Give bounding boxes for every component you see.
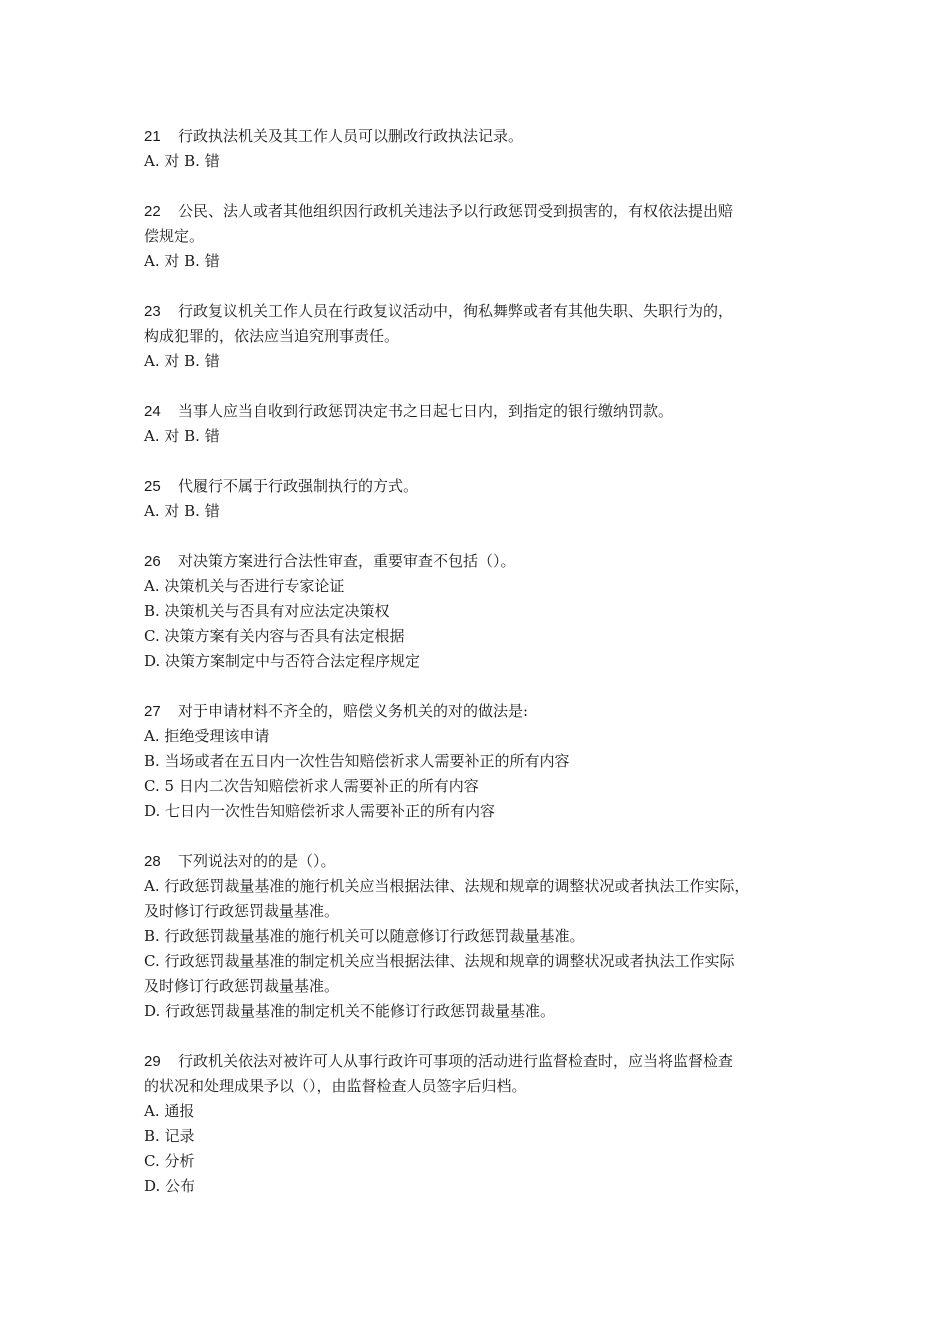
question-26	[144, 549, 820, 674]
question-text: 公民、法人或者其他组织因行政机关违法予以行政惩罚受到损害的，有权依法提出赔	[178, 202, 734, 220]
question-stem	[144, 549, 820, 574]
answer-option: D. 行政惩罚裁量基准的制定机关不能修订行政惩罚裁量基准。	[144, 1002, 556, 1020]
question-stem	[144, 849, 820, 874]
answer-option: B. 行政惩罚裁量基准的施行机关可以随意修订行政惩罚裁量基准。	[144, 927, 585, 945]
question-25	[144, 474, 820, 524]
answer-option: A. 拒绝受理该申请	[144, 727, 270, 745]
question-24	[144, 399, 820, 449]
question-text: 当事人应当自收到行政惩罚决定书之日起七日内，到指定的银行缴纳罚款。	[178, 402, 674, 420]
answer-option: B. 记录	[144, 1127, 195, 1145]
question-28	[144, 849, 820, 1024]
question-number: 28	[144, 853, 161, 870]
answer-option: A. 行政惩罚裁量基准的施行机关应当根据法律、法规和规章的调整状况或者执法工作实际，	[144, 877, 750, 895]
answer-option: A. 对 B. 错	[144, 252, 220, 270]
question-stem	[144, 699, 820, 724]
question-stem-continuation	[144, 324, 820, 349]
answer-option: 及时修订行政惩罚裁量基准。	[144, 902, 340, 920]
question-text: 构成犯罪的，依法应当追究刑事责任。	[144, 327, 400, 345]
question-21	[144, 124, 820, 174]
question-29	[144, 1049, 820, 1199]
answer-option: C. 5 日内二次告知赔偿祈求人需要补正的所有内容	[144, 777, 479, 795]
question-text: 行政执法机关及其工作人员可以删改行政执法记录。	[178, 127, 524, 145]
question-number: 29	[144, 1053, 161, 1070]
question-number: 24	[144, 403, 161, 420]
question-number: 21	[144, 128, 161, 145]
answer-option: A. 对 B. 错	[144, 152, 220, 170]
question-stem	[144, 124, 820, 149]
document-page	[144, 124, 820, 1224]
answer-option: C. 决策方案有关内容与否具有法定根据	[144, 627, 405, 645]
question-number: 25	[144, 478, 161, 495]
question-number: 26	[144, 553, 161, 570]
answer-option: D. 七日内一次性告知赔偿祈求人需要补正的所有内容	[144, 802, 496, 820]
question-27	[144, 699, 820, 824]
question-text: 的状况和处理成果予以（），由监督检查人员签字后归档。	[144, 1077, 527, 1095]
question-23	[144, 299, 820, 374]
question-text: 对于申请材料不齐全的，赔偿义务机关的对的做法是:	[178, 702, 529, 720]
question-number: 27	[144, 703, 161, 720]
answer-option: A. 对 B. 错	[144, 352, 220, 370]
question-text: 偿规定。	[144, 227, 205, 245]
answer-option: A. 通报	[144, 1102, 195, 1120]
question-text: 行政机关依法对被许可人从事行政许可事项的活动进行监督检查时，应当将监督检查	[178, 1052, 734, 1070]
question-stem-continuation	[144, 224, 820, 249]
question-stem	[144, 1049, 820, 1074]
answer-option: C. 行政惩罚裁量基准的制定机关应当根据法律、法规和规章的调整状况或者执法工作实际	[144, 952, 735, 970]
answer-option: D. 决策方案制定中与否符合法定程序规定	[144, 652, 421, 670]
question-stem	[144, 199, 820, 224]
question-number: 23	[144, 303, 161, 320]
answer-option: A. 对 B. 错	[144, 427, 220, 445]
answer-option: 及时修订行政惩罚裁量基准。	[144, 977, 340, 995]
answer-option: A. 对 B. 错	[144, 502, 220, 520]
answer-option: B. 当场或者在五日内一次性告知赔偿祈求人需要补正的所有内容	[144, 752, 570, 770]
question-22	[144, 199, 820, 274]
question-stem	[144, 399, 820, 424]
question-text: 对决策方案进行合法性审查，重要审查不包括（）。	[178, 552, 516, 570]
question-stem	[144, 299, 820, 324]
question-text: 下列说法对的的是（）。	[178, 852, 336, 870]
question-text: 代履行不属于行政强制执行的方式。	[178, 477, 419, 495]
answer-option: A. 决策机关与否进行专家论证	[144, 577, 345, 595]
answer-option: C. 分析	[144, 1152, 195, 1170]
question-stem-continuation	[144, 1074, 820, 1099]
question-text: 行政复议机关工作人员在行政复议活动中，徇私舞弊或者有其他失职、失职行为的，	[178, 302, 734, 320]
question-stem	[144, 474, 820, 499]
answer-option: B. 决策机关与否具有对应法定决策权	[144, 602, 390, 620]
question-number: 22	[144, 203, 161, 220]
answer-option: D. 公布	[144, 1177, 196, 1195]
